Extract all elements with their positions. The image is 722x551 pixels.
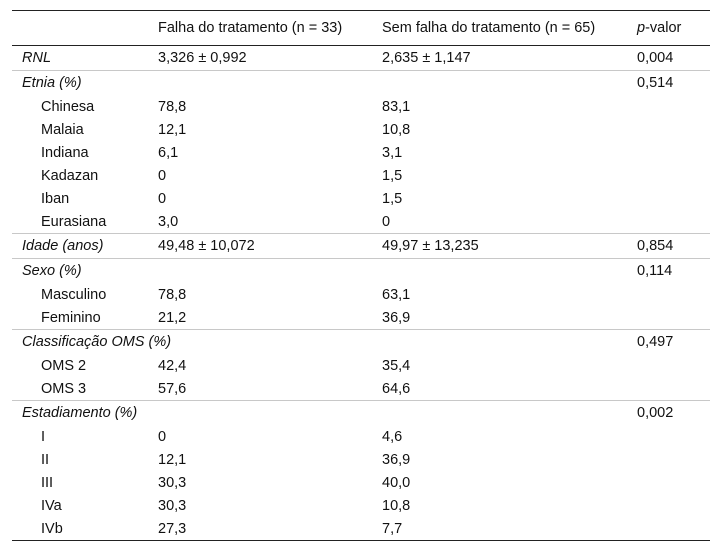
cell-treatment-failure xyxy=(148,259,372,284)
cell-p-value xyxy=(627,494,710,517)
cell-treatment-failure: 57,6 xyxy=(158,380,187,397)
cell-treatment-failure: 3,0 xyxy=(158,213,179,230)
cell-treatment-failure: 42,4 xyxy=(158,357,187,374)
cell-p-value: 0,514 xyxy=(627,71,710,96)
row-label: OMS 2 xyxy=(41,357,87,374)
row-label: IVa xyxy=(41,497,62,514)
cell-p-value xyxy=(627,210,710,234)
row-label: Idade (anos) xyxy=(12,234,148,259)
cell-treatment-failure: 27,3 xyxy=(158,520,187,537)
cell-no-treatment-failure: 10,8 xyxy=(382,121,411,138)
cell-p-value: 0,002 xyxy=(627,401,710,426)
table-row xyxy=(12,283,710,306)
cell-no-treatment-failure: 0 xyxy=(382,213,391,230)
cell-no-treatment-failure: 36,9 xyxy=(382,309,411,326)
row-label: Sexo (%) xyxy=(12,259,148,284)
row-label: Feminino xyxy=(41,309,101,326)
cell-p-value xyxy=(627,354,710,377)
cell-no-treatment-failure: 63,1 xyxy=(382,286,411,303)
cell-treatment-failure: 6,1 xyxy=(158,144,179,161)
row-label: Etnia (%) xyxy=(12,71,148,96)
cell-treatment-failure: 21,2 xyxy=(158,309,187,326)
cell-p-value xyxy=(627,377,710,401)
row-label: I xyxy=(41,428,46,445)
cell-no-treatment-failure xyxy=(372,259,627,284)
table-body xyxy=(12,46,710,541)
cell-treatment-failure xyxy=(148,330,372,355)
table-row xyxy=(12,187,710,210)
cell-p-value: 0,004 xyxy=(637,50,674,66)
cell-treatment-failure: 0 xyxy=(158,428,167,445)
cell-treatment-failure: 12,1 xyxy=(158,121,187,138)
row-label: IVb xyxy=(41,520,63,537)
cell-no-treatment-failure: 35,4 xyxy=(382,357,411,374)
header-treatment-failure: Falha do tratamento (n = 33) xyxy=(158,20,343,36)
table-group-row xyxy=(12,259,710,284)
table-group-row xyxy=(12,330,710,355)
table-row xyxy=(12,517,710,541)
cell-no-treatment-failure: 10,8 xyxy=(382,497,411,514)
cell-p-value: 0,854 xyxy=(627,234,710,259)
table-row xyxy=(12,377,710,401)
table-row xyxy=(12,354,710,377)
row-label: II xyxy=(41,451,50,468)
table-header xyxy=(12,11,710,46)
table-row xyxy=(12,306,710,330)
cell-p-value xyxy=(627,141,710,164)
cell-p-value xyxy=(627,118,710,141)
cell-treatment-failure: 0 xyxy=(158,190,167,207)
cell-no-treatment-failure xyxy=(372,71,627,96)
cell-no-treatment-failure: 1,5 xyxy=(382,167,403,184)
cell-p-value xyxy=(627,164,710,187)
row-label: Estadiamento (%) xyxy=(12,401,148,426)
cell-p-value xyxy=(627,448,710,471)
cell-p-value xyxy=(627,471,710,494)
row-label: Kadazan xyxy=(41,167,99,184)
cell-p-value xyxy=(627,95,710,118)
cell-treatment-failure: 12,1 xyxy=(158,451,187,468)
table-row xyxy=(12,471,710,494)
cell-treatment-failure: 78,8 xyxy=(158,286,187,303)
table-row xyxy=(12,141,710,164)
header-p-letter: p xyxy=(637,20,646,36)
row-label: Malaia xyxy=(41,121,84,138)
cell-treatment-failure: 30,3 xyxy=(158,497,187,514)
row-label: OMS 3 xyxy=(41,380,87,397)
table-group-row xyxy=(12,401,710,426)
cell-no-treatment-failure: 49,97 ± 13,235 xyxy=(372,234,627,259)
cell-no-treatment-failure: 4,6 xyxy=(382,428,403,445)
table-row xyxy=(12,164,710,187)
cell-no-treatment-failure: 64,6 xyxy=(382,380,411,397)
cell-no-treatment-failure xyxy=(372,330,627,355)
cell-treatment-failure: 78,8 xyxy=(158,98,187,115)
row-label: RNL xyxy=(22,50,52,66)
header-variable xyxy=(12,11,148,46)
data-table-container xyxy=(12,10,710,541)
table-group-row xyxy=(12,234,710,259)
header-row xyxy=(12,11,710,46)
cell-no-treatment-failure: 2,635 ± 1,147 xyxy=(382,50,471,66)
cell-no-treatment-failure: 36,9 xyxy=(382,451,411,468)
table-row xyxy=(12,118,710,141)
table-group-row xyxy=(12,71,710,96)
cell-p-value: 0,497 xyxy=(627,330,710,355)
table-group-row xyxy=(12,46,710,71)
row-label: Eurasiana xyxy=(41,213,107,230)
row-label: Classificação OMS (%) xyxy=(12,330,148,355)
cell-no-treatment-failure: 3,1 xyxy=(382,144,403,161)
cell-treatment-failure: 3,326 ± 0,992 xyxy=(158,50,247,66)
cell-treatment-failure xyxy=(148,401,372,426)
row-label: Masculino xyxy=(41,286,107,303)
cell-p-value xyxy=(627,425,710,448)
cell-no-treatment-failure: 7,7 xyxy=(382,520,403,537)
cell-treatment-failure xyxy=(148,71,372,96)
cell-p-value xyxy=(627,306,710,330)
cell-no-treatment-failure: 83,1 xyxy=(382,98,411,115)
comparison-table xyxy=(12,10,710,541)
cell-no-treatment-failure: 1,5 xyxy=(382,190,403,207)
header-no-treatment-failure: Sem falha do tratamento (n = 65) xyxy=(382,20,596,36)
table-row xyxy=(12,448,710,471)
cell-p-value: 0,114 xyxy=(627,259,710,284)
cell-treatment-failure: 49,48 ± 10,072 xyxy=(148,234,372,259)
cell-p-value xyxy=(627,517,710,541)
table-row xyxy=(12,210,710,234)
header-p-suffix: -valor xyxy=(645,20,682,36)
table-row xyxy=(12,95,710,118)
cell-p-value xyxy=(627,187,710,210)
cell-no-treatment-failure: 40,0 xyxy=(382,474,411,491)
cell-treatment-failure: 30,3 xyxy=(158,474,187,491)
table-row xyxy=(12,425,710,448)
header-p-value xyxy=(627,11,710,46)
cell-p-value xyxy=(627,283,710,306)
cell-no-treatment-failure xyxy=(372,401,627,426)
row-label: Iban xyxy=(41,190,70,207)
row-label: Chinesa xyxy=(41,98,95,115)
table-row xyxy=(12,494,710,517)
row-label: Indiana xyxy=(41,144,89,161)
cell-treatment-failure: 0 xyxy=(158,167,167,184)
row-label: III xyxy=(41,474,54,491)
